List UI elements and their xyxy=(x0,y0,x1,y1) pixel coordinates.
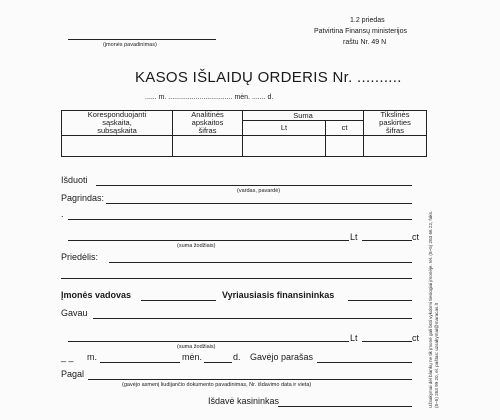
ct-field[interactable] xyxy=(362,240,412,241)
cell-analytical[interactable] xyxy=(173,136,243,157)
chief-accountant-label: Vyriausiasis finansininkas xyxy=(222,290,335,300)
basis-field-2[interactable] xyxy=(68,219,412,220)
date-day-field[interactable] xyxy=(204,362,232,363)
ct-label-2: ct xyxy=(412,333,420,343)
amount-words-caption-2: (suma žodžiais) xyxy=(177,344,216,350)
col-sum-ct: ct xyxy=(326,121,364,136)
issue-label: Išduoti xyxy=(61,175,88,185)
date-m-label: m. xyxy=(87,352,97,362)
cell-account[interactable] xyxy=(62,136,173,157)
pagal-caption: (gavėjo asmenį liudijančio dokumento pavadinimas, Nr. išdavimo data ir vieta) xyxy=(122,382,312,388)
pagal-field[interactable] xyxy=(88,379,412,380)
col-analytical-code: Analitinės apskaitos šifras xyxy=(173,111,243,136)
appendix-label: 1.2 priedas xyxy=(350,17,385,24)
lt-label: Lt xyxy=(350,232,358,242)
lt-label-2: Lt xyxy=(350,333,358,343)
cashier-signature-field[interactable] xyxy=(278,406,412,407)
head-signature-field[interactable] xyxy=(141,300,216,301)
received-label: Gavau xyxy=(61,308,88,318)
pagal-label: Pagal xyxy=(61,369,85,379)
recipient-signature-field[interactable] xyxy=(317,362,412,363)
approval-line-2: raštu Nr. 49 N xyxy=(343,39,387,46)
col-corresponding-account: Koresponduojanti sąskaita, subsąskaita xyxy=(62,111,173,136)
amount-words-field[interactable] xyxy=(68,240,349,241)
chief-signature-field[interactable] xyxy=(348,300,412,301)
approval-line-1: Patvirtina Finansų ministerijos xyxy=(314,28,407,35)
basis-dot: . xyxy=(61,209,64,219)
basis-field[interactable] xyxy=(106,203,412,204)
date-year-prefix: _ _ xyxy=(61,352,74,362)
attachments-field[interactable] xyxy=(109,262,412,263)
attachments-field-2[interactable] xyxy=(61,278,412,279)
col-sum: Suma xyxy=(243,111,364,121)
ct-label: ct xyxy=(412,232,420,242)
cell-purpose[interactable] xyxy=(364,136,427,157)
basis-label: Pagrindas: xyxy=(61,193,105,203)
printer-side-note: Užsakymai dėl blankų ne tik įmonė gali būti vykdomi tiesiogiai įmonėje. tel. (8~5) 263 66 22, faks. (8~5) 263 99 20, el. paštas: uzsakymai@maracas.lt xyxy=(428,210,439,408)
head-label: Įmonės vadovas xyxy=(61,290,132,300)
cell-ct[interactable] xyxy=(326,136,364,157)
form-title: KASOS IŠLAIDŲ ORDERIS Nr. .......... xyxy=(135,69,402,86)
date-men-label: mėn. xyxy=(182,352,203,362)
amount-words-caption: (suma žodžiais) xyxy=(177,243,216,249)
date-line: ...... m. ................................. mėn. ....... d. xyxy=(145,94,274,101)
attachments-label: Priedėlis: xyxy=(61,252,99,262)
col-sum-lt: Lt xyxy=(243,121,326,136)
ct-field-2[interactable] xyxy=(362,341,412,342)
company-name-line[interactable] xyxy=(68,39,216,40)
col-purpose-code: Tikslinės paskirties šifras xyxy=(364,111,427,136)
accounting-table xyxy=(61,110,427,157)
issue-field[interactable] xyxy=(96,185,412,186)
company-name-caption: (įmonės pavadinimas) xyxy=(103,42,157,48)
date-month-field[interactable] xyxy=(100,362,180,363)
issue-caption: (vardas, pavardė) xyxy=(237,188,281,194)
recipient-signature-label: Gavėjo parašas xyxy=(250,352,314,362)
cell-lt[interactable] xyxy=(243,136,326,157)
amount-words-field-2[interactable] xyxy=(68,341,349,342)
cashier-label: Išdavė kasininkas xyxy=(208,396,280,406)
received-field[interactable] xyxy=(93,318,412,319)
date-d-label: d. xyxy=(233,352,241,362)
